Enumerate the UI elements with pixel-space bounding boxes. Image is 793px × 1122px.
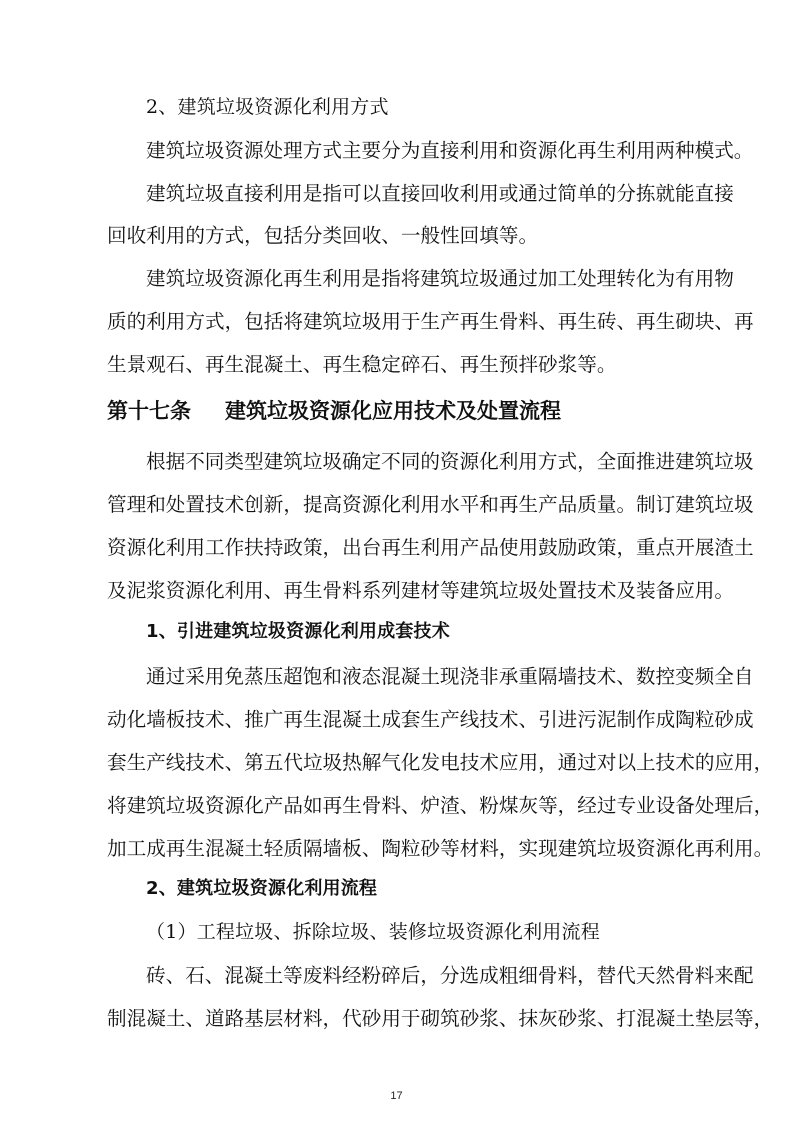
text-line: 及泥浆资源化利用、再生骨料系列建材等建筑垃圾处置技术及装备应用。 xyxy=(107,579,734,602)
text-line: 通 过 采 用 免 蒸 压 超 饱 和 液 态 混 凝 土 现 浇 非 承 重 隔 墙 技 术 、 数 控 变 频 全 自 xyxy=(146,665,754,688)
text-line: 建筑垃圾资源处理方式主要分为直接利用和资源化再生利用两种模式。 xyxy=(146,139,754,162)
text-line: 将 建 筑 垃 圾 资 源 化 产 品 如 再 生 骨 料 、 炉 渣 、 粉 煤 灰 等 ， 经 过 专 业 设 备 处 理 后 ， xyxy=(107,794,774,817)
text-line: 建 筑 垃 圾 资 源 化 再 生 利 用 是 指 将 建 筑 垃 圾 通 过 加 工 处 理 转 化 为 有 用 物 xyxy=(146,267,734,290)
text-line: 资 源 化 利 用 工 作 扶 持 政 策 ， 出 台 再 生 利 用 产 品 使 用 鼓 励 政 策 ， 重 点 开 展 渣 土 xyxy=(107,536,754,559)
text-line: 套 生 产 线 技 术 、 第 五 代 垃 圾 热 解 气 化 发 电 技 术 应 用 ， 通 过 对 以 上 技 术 的 应 用 ， xyxy=(107,751,774,774)
subsection-heading: 1、引进建筑垃圾资源化利用成套技术 xyxy=(146,621,450,642)
subsection-heading: 2、建筑垃圾资源化利用流程 xyxy=(146,878,378,899)
text-line: 质 的 利 用 方 式 ， 包 括 将 建 筑 垃 圾 用 于 生 产 再 生 骨 料 、 再 生 砖 、 再 生 砌 块 、 再 xyxy=(107,310,754,333)
article-title: 建筑垃圾资源化应用技术及处置流程 xyxy=(225,399,561,423)
text-line: 加 工 成 再 生 混 凝 土 轻 质 隔 墙 板 、 陶 粒 砂 等 材 料 ， 实 现 建 筑 垃 圾 资 源 化 再 利 用 。 xyxy=(107,837,774,860)
section-heading: 2、建筑垃圾资源化利用方式 xyxy=(146,96,389,118)
text-line: 建 筑 垃 圾 直 接 利 用 是 指 可 以 直 接 回 收 利 用 或 通 过 简 单 的 分 拣 就 能 直 接 xyxy=(146,182,734,205)
article-number: 第十七条 xyxy=(107,399,191,423)
page-number: 17 xyxy=(390,1090,403,1102)
text-line: 砖 、 石 、 混 凝 土 等 废 料 经 粉 碎 后 ， 分 选 成 粗 细 骨 料 ， 替 代 天 然 骨 料 来 配 xyxy=(146,964,754,987)
text-line: 回收利用的方式，包括分类回收、一般性回填等。 xyxy=(107,224,539,247)
item-heading: （1）工程垃圾、拆除垃圾、装修垃圾资源化利用流程 xyxy=(146,921,600,943)
text-line: 根 据 不 同 类 型 建 筑 垃 圾 确 定 不 同 的 资 源 化 利 用 方 式 ， 全 面 推 进 建 筑 垃 圾 xyxy=(146,450,754,473)
text-line: 制 混 凝 土 、 道 路 基 层 材 料 ， 代 砂 用 于 砌 筑 砂 浆 、 抹 灰 砂 浆 、 打 混 凝 土 垫 层 等 ， xyxy=(107,1007,774,1030)
text-line: 生景观石、再生混凝土、再生稳定碎石、再生预拌砂浆等。 xyxy=(107,353,617,376)
text-line: 动 化 墙 板 技 术 、 推 广 再 生 混 凝 土 成 套 生 产 线 技 术 、 引 进 污 泥 制 作 成 陶 粒 砂 成 xyxy=(107,708,754,731)
text-line: 管 理 和 处 置 技 术 创 新 ， 提 高 资 源 化 利 用 水 平 和 再 生 产 品 质 量 。 制 订 建 筑 垃 圾 xyxy=(107,493,754,516)
